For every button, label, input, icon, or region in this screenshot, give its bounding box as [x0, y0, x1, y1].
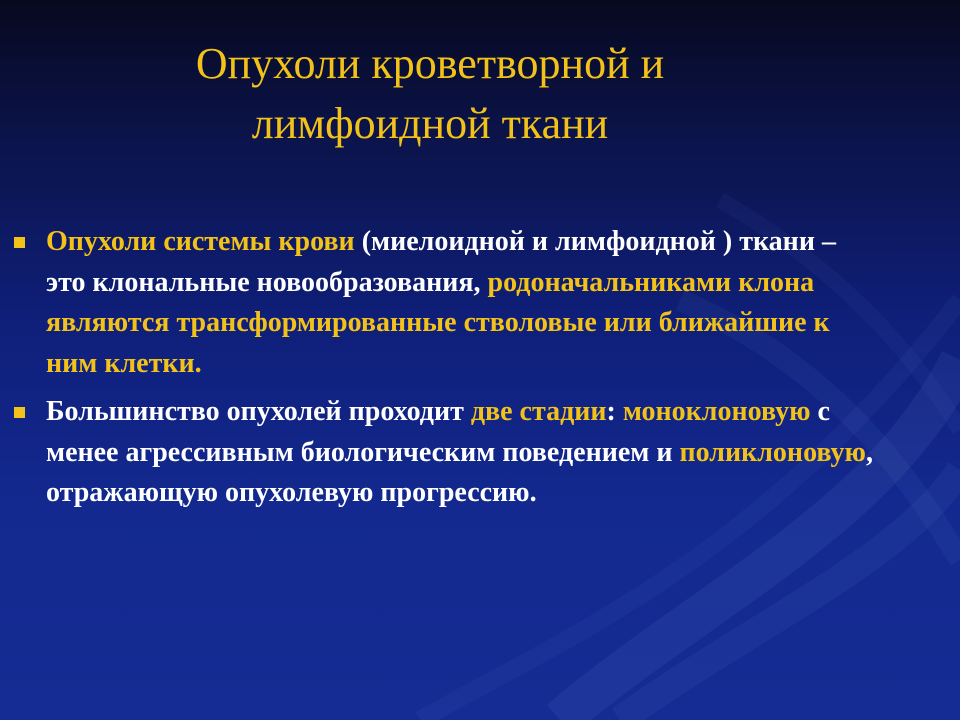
bullet-item-two-stages	[14, 392, 874, 514]
bullet-item-clonal-neoplasms	[14, 222, 874, 384]
bullet-1-highlight: родоначальниками клона являются трансформированные стволовые или ближайшие к ним клетки.	[46, 266, 830, 379]
bullet-2-text-end: , отражающую опухолевую прогрессию.	[46, 436, 873, 508]
slide-title	[80, 34, 780, 154]
bullet-2-text-start: Большинство опухолей проходит	[46, 396, 471, 427]
bullet-1-term: Опухоли системы крови	[46, 226, 355, 257]
bullet-2-polyclonal: поликлоновую	[679, 436, 866, 468]
bullet-2-monoclonal: моноклоновую	[622, 396, 811, 427]
bullet-2-text-middle: с менее агрессивным биологическим поведением и	[46, 396, 830, 468]
square-bullet-icon	[14, 407, 25, 418]
slide-title-line-1: Опухоли кроветворной и	[195, 39, 665, 88]
bullet-1-text: (миелоидной и лимфоидной ) ткани – это клональные новообразования,	[46, 226, 836, 298]
bullet-2-two-stages: две стадии	[470, 396, 607, 427]
slide-title-line-2: лимфоидной ткани	[251, 99, 609, 148]
square-bullet-icon	[14, 237, 25, 248]
bullet-list	[14, 222, 874, 522]
bullet-2-colon: :	[606, 396, 623, 427]
